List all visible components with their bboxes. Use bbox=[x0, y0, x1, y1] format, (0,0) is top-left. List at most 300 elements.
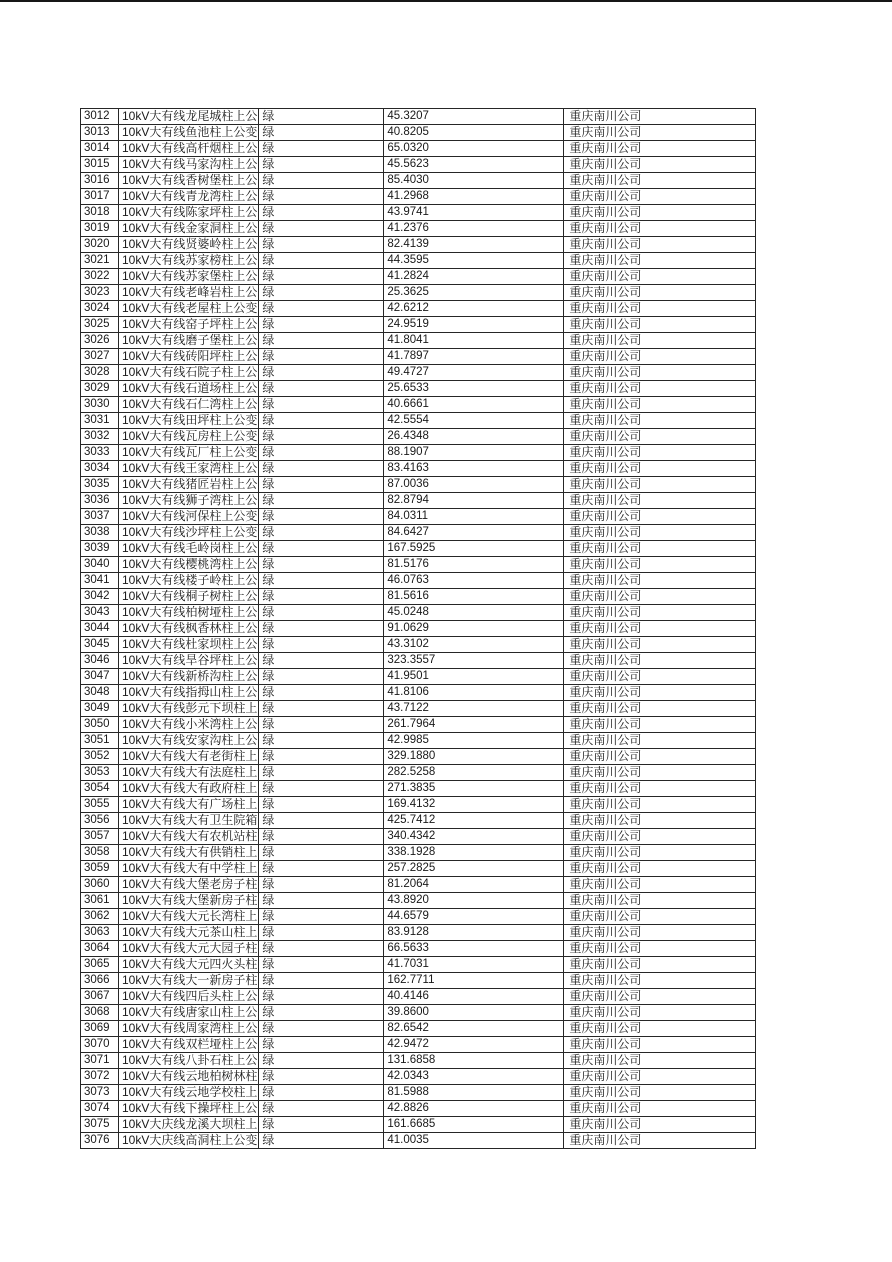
cell-status: 绿 bbox=[259, 861, 384, 877]
cell-company: 重庆南川公司 bbox=[564, 717, 756, 733]
cell-status: 绿 bbox=[259, 253, 384, 269]
table-row bbox=[81, 637, 756, 653]
cell-row-id: 3019 bbox=[81, 221, 119, 237]
cell-company: 重庆南川公司 bbox=[564, 237, 756, 253]
cell-row-id: 3050 bbox=[81, 717, 119, 733]
cell-value: 41.8106 bbox=[384, 685, 564, 701]
cell-company: 重庆南川公司 bbox=[564, 989, 756, 1005]
cell-company: 重庆南川公司 bbox=[564, 621, 756, 637]
cell-row-id: 3049 bbox=[81, 701, 119, 717]
cell-row-id: 3069 bbox=[81, 1021, 119, 1037]
page-top-edge-line bbox=[0, 0, 892, 2]
cell-company: 重庆南川公司 bbox=[564, 509, 756, 525]
cell-company: 重庆南川公司 bbox=[564, 381, 756, 397]
cell-company: 重庆南川公司 bbox=[564, 349, 756, 365]
cell-company: 重庆南川公司 bbox=[564, 445, 756, 461]
table-row bbox=[81, 461, 756, 477]
table-row bbox=[81, 909, 756, 925]
cell-company: 重庆南川公司 bbox=[564, 749, 756, 765]
cell-feeder-name: 10kV大有线大堡老房子柱 bbox=[119, 877, 259, 893]
cell-company: 重庆南川公司 bbox=[564, 669, 756, 685]
cell-feeder-name: 10kV大有线云地柏树林柱 bbox=[119, 1069, 259, 1085]
cell-feeder-name: 10kV大有线高杆烟柱上公 bbox=[119, 141, 259, 157]
cell-feeder-name: 10kV大有线大有政府柱上 bbox=[119, 781, 259, 797]
cell-status: 绿 bbox=[259, 285, 384, 301]
cell-feeder-name: 10kV大有线大元四火头柱 bbox=[119, 957, 259, 973]
cell-status: 绿 bbox=[259, 765, 384, 781]
cell-status: 绿 bbox=[259, 621, 384, 637]
cell-value: 44.3595 bbox=[384, 253, 564, 269]
cell-company: 重庆南川公司 bbox=[564, 1053, 756, 1069]
cell-status: 绿 bbox=[259, 1069, 384, 1085]
cell-status: 绿 bbox=[259, 445, 384, 461]
cell-status: 绿 bbox=[259, 557, 384, 573]
table-row bbox=[81, 733, 756, 749]
cell-company: 重庆南川公司 bbox=[564, 413, 756, 429]
cell-status: 绿 bbox=[259, 1021, 384, 1037]
cell-status: 绿 bbox=[259, 141, 384, 157]
cell-feeder-name: 10kV大有线王家湾柱上公 bbox=[119, 461, 259, 477]
cell-value: 45.3207 bbox=[384, 109, 564, 125]
cell-feeder-name: 10kV大有线毛岭岗柱上公 bbox=[119, 541, 259, 557]
cell-feeder-name: 10kV大有线大有老街柱上 bbox=[119, 749, 259, 765]
table-row bbox=[81, 541, 756, 557]
cell-row-id: 3072 bbox=[81, 1069, 119, 1085]
cell-value: 82.8794 bbox=[384, 493, 564, 509]
cell-company: 重庆南川公司 bbox=[564, 365, 756, 381]
cell-status: 绿 bbox=[259, 573, 384, 589]
cell-status: 绿 bbox=[259, 877, 384, 893]
cell-row-id: 3020 bbox=[81, 237, 119, 253]
cell-feeder-name: 10kV大有线云地学校柱上 bbox=[119, 1085, 259, 1101]
cell-status: 绿 bbox=[259, 717, 384, 733]
table-row bbox=[81, 205, 756, 221]
table-row bbox=[81, 845, 756, 861]
cell-company: 重庆南川公司 bbox=[564, 1037, 756, 1053]
cell-feeder-name: 10kV大有线大元茶山柱上 bbox=[119, 925, 259, 941]
cell-company: 重庆南川公司 bbox=[564, 397, 756, 413]
cell-status: 绿 bbox=[259, 413, 384, 429]
cell-value: 84.6427 bbox=[384, 525, 564, 541]
cell-feeder-name: 10kV大庆线龙溪大坝柱上 bbox=[119, 1117, 259, 1133]
cell-status: 绿 bbox=[259, 1133, 384, 1149]
cell-feeder-name: 10kV大有线猪匠岩柱上公 bbox=[119, 477, 259, 493]
cell-feeder-name: 10kV大有线樱桃湾柱上公 bbox=[119, 557, 259, 573]
cell-value: 81.5988 bbox=[384, 1085, 564, 1101]
cell-feeder-name: 10kV大有线唐家山柱上公 bbox=[119, 1005, 259, 1021]
table-row bbox=[81, 925, 756, 941]
power-line-data-table bbox=[80, 108, 756, 1149]
cell-feeder-name: 10kV大有线大一新房子柱 bbox=[119, 973, 259, 989]
cell-value: 45.5623 bbox=[384, 157, 564, 173]
table-row bbox=[81, 829, 756, 845]
cell-row-id: 3018 bbox=[81, 205, 119, 221]
cell-row-id: 3027 bbox=[81, 349, 119, 365]
cell-row-id: 3051 bbox=[81, 733, 119, 749]
cell-company: 重庆南川公司 bbox=[564, 477, 756, 493]
cell-status: 绿 bbox=[259, 685, 384, 701]
table-row bbox=[81, 349, 756, 365]
cell-row-id: 3070 bbox=[81, 1037, 119, 1053]
cell-row-id: 3059 bbox=[81, 861, 119, 877]
cell-row-id: 3060 bbox=[81, 877, 119, 893]
cell-status: 绿 bbox=[259, 461, 384, 477]
table-row bbox=[81, 317, 756, 333]
cell-company: 重庆南川公司 bbox=[564, 701, 756, 717]
cell-value: 82.6542 bbox=[384, 1021, 564, 1037]
cell-value: 25.3625 bbox=[384, 285, 564, 301]
cell-row-id: 3076 bbox=[81, 1133, 119, 1149]
cell-status: 绿 bbox=[259, 509, 384, 525]
cell-feeder-name: 10kV大有线青龙湾柱上公 bbox=[119, 189, 259, 205]
table-row bbox=[81, 1037, 756, 1053]
table-row bbox=[81, 285, 756, 301]
cell-status: 绿 bbox=[259, 493, 384, 509]
table-row bbox=[81, 813, 756, 829]
cell-row-id: 3022 bbox=[81, 269, 119, 285]
cell-feeder-name: 10kV大有线老屋柱上公变 bbox=[119, 301, 259, 317]
cell-value: 42.9985 bbox=[384, 733, 564, 749]
cell-company: 重庆南川公司 bbox=[564, 461, 756, 477]
cell-value: 81.5616 bbox=[384, 589, 564, 605]
cell-value: 42.5554 bbox=[384, 413, 564, 429]
cell-company: 重庆南川公司 bbox=[564, 781, 756, 797]
cell-status: 绿 bbox=[259, 349, 384, 365]
cell-row-id: 3032 bbox=[81, 429, 119, 445]
cell-feeder-name: 10kV大有线指拇山柱上公 bbox=[119, 685, 259, 701]
cell-status: 绿 bbox=[259, 781, 384, 797]
cell-value: 41.2824 bbox=[384, 269, 564, 285]
cell-feeder-name: 10kV大有线大堡新房子柱 bbox=[119, 893, 259, 909]
cell-feeder-name: 10kV大有线金家洞柱上公 bbox=[119, 221, 259, 237]
cell-feeder-name: 10kV大有线陈家坪柱上公 bbox=[119, 205, 259, 221]
table-row bbox=[81, 1101, 756, 1117]
cell-status: 绿 bbox=[259, 397, 384, 413]
cell-value: 261.7964 bbox=[384, 717, 564, 733]
table-row bbox=[81, 445, 756, 461]
table-row bbox=[81, 669, 756, 685]
cell-feeder-name: 10kV大有线双栏垭柱上公 bbox=[119, 1037, 259, 1053]
table-row bbox=[81, 589, 756, 605]
cell-status: 绿 bbox=[259, 749, 384, 765]
cell-feeder-name: 10kV大有线大有农机站柱 bbox=[119, 829, 259, 845]
cell-status: 绿 bbox=[259, 845, 384, 861]
cell-status: 绿 bbox=[259, 365, 384, 381]
cell-company: 重庆南川公司 bbox=[564, 653, 756, 669]
cell-row-id: 3017 bbox=[81, 189, 119, 205]
cell-feeder-name: 10kV大有线河保柱上公变 bbox=[119, 509, 259, 525]
cell-value: 43.8920 bbox=[384, 893, 564, 909]
table-row bbox=[81, 973, 756, 989]
cell-feeder-name: 10kV大有线新桥沟柱上公 bbox=[119, 669, 259, 685]
table-row bbox=[81, 301, 756, 317]
cell-company: 重庆南川公司 bbox=[564, 1021, 756, 1037]
cell-row-id: 3031 bbox=[81, 413, 119, 429]
cell-row-id: 3063 bbox=[81, 925, 119, 941]
cell-row-id: 3039 bbox=[81, 541, 119, 557]
cell-status: 绿 bbox=[259, 1037, 384, 1053]
cell-feeder-name: 10kV大有线周家湾柱上公 bbox=[119, 1021, 259, 1037]
table-row bbox=[81, 1117, 756, 1133]
cell-row-id: 3026 bbox=[81, 333, 119, 349]
cell-feeder-name: 10kV大有线柏树垭柱上公 bbox=[119, 605, 259, 621]
cell-company: 重庆南川公司 bbox=[564, 493, 756, 509]
cell-company: 重庆南川公司 bbox=[564, 173, 756, 189]
cell-value: 66.5633 bbox=[384, 941, 564, 957]
table-row bbox=[81, 893, 756, 909]
cell-feeder-name: 10kV大有线贤婆岭柱上公 bbox=[119, 237, 259, 253]
cell-company: 重庆南川公司 bbox=[564, 573, 756, 589]
cell-value: 45.0248 bbox=[384, 605, 564, 621]
cell-feeder-name: 10kV大有线大有卫生院箱 bbox=[119, 813, 259, 829]
cell-company: 重庆南川公司 bbox=[564, 877, 756, 893]
cell-row-id: 3023 bbox=[81, 285, 119, 301]
table-row bbox=[81, 957, 756, 973]
cell-value: 42.9472 bbox=[384, 1037, 564, 1053]
cell-status: 绿 bbox=[259, 269, 384, 285]
cell-company: 重庆南川公司 bbox=[564, 829, 756, 845]
cell-status: 绿 bbox=[259, 301, 384, 317]
cell-feeder-name: 10kV大有线大元大园子柱 bbox=[119, 941, 259, 957]
cell-company: 重庆南川公司 bbox=[564, 285, 756, 301]
table-row bbox=[81, 605, 756, 621]
cell-row-id: 3046 bbox=[81, 653, 119, 669]
table-row bbox=[81, 1069, 756, 1085]
cell-company: 重庆南川公司 bbox=[564, 189, 756, 205]
cell-status: 绿 bbox=[259, 429, 384, 445]
table-row bbox=[81, 141, 756, 157]
cell-status: 绿 bbox=[259, 909, 384, 925]
cell-row-id: 3074 bbox=[81, 1101, 119, 1117]
cell-company: 重庆南川公司 bbox=[564, 429, 756, 445]
cell-row-id: 3016 bbox=[81, 173, 119, 189]
cell-feeder-name: 10kV大有线安家沟柱上公 bbox=[119, 733, 259, 749]
cell-status: 绿 bbox=[259, 205, 384, 221]
cell-feeder-name: 10kV大有线磨子堡柱上公 bbox=[119, 333, 259, 349]
cell-company: 重庆南川公司 bbox=[564, 925, 756, 941]
cell-value: 131.6858 bbox=[384, 1053, 564, 1069]
cell-company: 重庆南川公司 bbox=[564, 1117, 756, 1133]
cell-company: 重庆南川公司 bbox=[564, 301, 756, 317]
cell-row-id: 3021 bbox=[81, 253, 119, 269]
cell-value: 43.9741 bbox=[384, 205, 564, 221]
table-row bbox=[81, 493, 756, 509]
cell-row-id: 3047 bbox=[81, 669, 119, 685]
cell-status: 绿 bbox=[259, 701, 384, 717]
cell-feeder-name: 10kV大有线马家沟柱上公 bbox=[119, 157, 259, 173]
cell-status: 绿 bbox=[259, 605, 384, 621]
table-row bbox=[81, 621, 756, 637]
cell-status: 绿 bbox=[259, 1053, 384, 1069]
cell-row-id: 3073 bbox=[81, 1085, 119, 1101]
cell-company: 重庆南川公司 bbox=[564, 909, 756, 925]
cell-row-id: 3041 bbox=[81, 573, 119, 589]
cell-status: 绿 bbox=[259, 589, 384, 605]
cell-status: 绿 bbox=[259, 541, 384, 557]
cell-status: 绿 bbox=[259, 829, 384, 845]
cell-feeder-name: 10kV大有线下操坪柱上公 bbox=[119, 1101, 259, 1117]
cell-row-id: 3048 bbox=[81, 685, 119, 701]
cell-feeder-name: 10kV大有线石仁湾柱上公 bbox=[119, 397, 259, 413]
cell-status: 绿 bbox=[259, 925, 384, 941]
cell-value: 271.3835 bbox=[384, 781, 564, 797]
cell-row-id: 3045 bbox=[81, 637, 119, 653]
cell-row-id: 3044 bbox=[81, 621, 119, 637]
cell-row-id: 3043 bbox=[81, 605, 119, 621]
cell-feeder-name: 10kV大有线八卦石柱上公 bbox=[119, 1053, 259, 1069]
table-row bbox=[81, 653, 756, 669]
cell-row-id: 3068 bbox=[81, 1005, 119, 1021]
table-row bbox=[81, 685, 756, 701]
cell-value: 425.7412 bbox=[384, 813, 564, 829]
table-row bbox=[81, 509, 756, 525]
cell-feeder-name: 10kV大有线苏家榜柱上公 bbox=[119, 253, 259, 269]
cell-row-id: 3014 bbox=[81, 141, 119, 157]
cell-row-id: 3033 bbox=[81, 445, 119, 461]
cell-feeder-name: 10kV大有线狮子湾柱上公 bbox=[119, 493, 259, 509]
cell-row-id: 3057 bbox=[81, 829, 119, 845]
cell-row-id: 3034 bbox=[81, 461, 119, 477]
cell-status: 绿 bbox=[259, 157, 384, 173]
table-row bbox=[81, 477, 756, 493]
cell-feeder-name: 10kV大有线龙尾城柱上公 bbox=[119, 109, 259, 125]
cell-value: 257.2825 bbox=[384, 861, 564, 877]
cell-status: 绿 bbox=[259, 221, 384, 237]
cell-value: 91.0629 bbox=[384, 621, 564, 637]
cell-feeder-name: 10kV大有线大元长湾柱上 bbox=[119, 909, 259, 925]
cell-company: 重庆南川公司 bbox=[564, 109, 756, 125]
cell-company: 重庆南川公司 bbox=[564, 221, 756, 237]
table-row bbox=[81, 189, 756, 205]
table-row bbox=[81, 333, 756, 349]
cell-company: 重庆南川公司 bbox=[564, 973, 756, 989]
cell-value: 85.4030 bbox=[384, 173, 564, 189]
cell-row-id: 3024 bbox=[81, 301, 119, 317]
cell-company: 重庆南川公司 bbox=[564, 845, 756, 861]
cell-feeder-name: 10kV大有线石院子柱上公 bbox=[119, 365, 259, 381]
cell-feeder-name: 10kV大有线窑子坪柱上公 bbox=[119, 317, 259, 333]
table-row bbox=[81, 253, 756, 269]
table-row bbox=[81, 1005, 756, 1021]
cell-status: 绿 bbox=[259, 989, 384, 1005]
cell-value: 41.2376 bbox=[384, 221, 564, 237]
cell-value: 82.4139 bbox=[384, 237, 564, 253]
cell-row-id: 3067 bbox=[81, 989, 119, 1005]
cell-value: 43.3102 bbox=[384, 637, 564, 653]
cell-value: 41.9501 bbox=[384, 669, 564, 685]
cell-feeder-name: 10kV大有线旱谷坪柱上公 bbox=[119, 653, 259, 669]
cell-status: 绿 bbox=[259, 813, 384, 829]
cell-row-id: 3053 bbox=[81, 765, 119, 781]
cell-row-id: 3052 bbox=[81, 749, 119, 765]
cell-row-id: 3029 bbox=[81, 381, 119, 397]
cell-row-id: 3037 bbox=[81, 509, 119, 525]
cell-company: 重庆南川公司 bbox=[564, 797, 756, 813]
cell-value: 40.8205 bbox=[384, 125, 564, 141]
cell-value: 338.1928 bbox=[384, 845, 564, 861]
power-line-table-body bbox=[81, 109, 756, 1149]
cell-status: 绿 bbox=[259, 173, 384, 189]
cell-value: 42.8826 bbox=[384, 1101, 564, 1117]
cell-value: 87.0036 bbox=[384, 477, 564, 493]
table-row bbox=[81, 989, 756, 1005]
cell-status: 绿 bbox=[259, 237, 384, 253]
cell-status: 绿 bbox=[259, 317, 384, 333]
cell-status: 绿 bbox=[259, 1117, 384, 1133]
cell-company: 重庆南川公司 bbox=[564, 317, 756, 333]
cell-row-id: 3064 bbox=[81, 941, 119, 957]
cell-status: 绿 bbox=[259, 125, 384, 141]
cell-value: 49.4727 bbox=[384, 365, 564, 381]
cell-company: 重庆南川公司 bbox=[564, 1101, 756, 1117]
cell-value: 24.9519 bbox=[384, 317, 564, 333]
cell-feeder-name: 10kV大有线大有中学柱上 bbox=[119, 861, 259, 877]
table-row bbox=[81, 365, 756, 381]
cell-status: 绿 bbox=[259, 669, 384, 685]
cell-company: 重庆南川公司 bbox=[564, 269, 756, 285]
cell-status: 绿 bbox=[259, 893, 384, 909]
table-row bbox=[81, 397, 756, 413]
cell-feeder-name: 10kV大有线楼子岭柱上公 bbox=[119, 573, 259, 589]
cell-value: 43.7122 bbox=[384, 701, 564, 717]
cell-company: 重庆南川公司 bbox=[564, 1133, 756, 1149]
cell-row-id: 3038 bbox=[81, 525, 119, 541]
cell-value: 39.8600 bbox=[384, 1005, 564, 1021]
cell-feeder-name: 10kV大有线石道场柱上公 bbox=[119, 381, 259, 397]
cell-company: 重庆南川公司 bbox=[564, 125, 756, 141]
cell-status: 绿 bbox=[259, 733, 384, 749]
cell-status: 绿 bbox=[259, 1005, 384, 1021]
table-row bbox=[81, 1085, 756, 1101]
table-row bbox=[81, 877, 756, 893]
cell-value: 340.4342 bbox=[384, 829, 564, 845]
cell-company: 重庆南川公司 bbox=[564, 1069, 756, 1085]
cell-row-id: 3040 bbox=[81, 557, 119, 573]
cell-value: 41.0035 bbox=[384, 1133, 564, 1149]
cell-row-id: 3058 bbox=[81, 845, 119, 861]
cell-feeder-name: 10kV大有线田坪柱上公变 bbox=[119, 413, 259, 429]
cell-company: 重庆南川公司 bbox=[564, 333, 756, 349]
cell-value: 162.7711 bbox=[384, 973, 564, 989]
cell-feeder-name: 10kV大有线枫香林柱上公 bbox=[119, 621, 259, 637]
cell-row-id: 3065 bbox=[81, 957, 119, 973]
cell-status: 绿 bbox=[259, 797, 384, 813]
cell-value: 65.0320 bbox=[384, 141, 564, 157]
cell-value: 46.0763 bbox=[384, 573, 564, 589]
cell-feeder-name: 10kV大有线老峰岩柱上公 bbox=[119, 285, 259, 301]
cell-value: 40.4146 bbox=[384, 989, 564, 1005]
cell-company: 重庆南川公司 bbox=[564, 941, 756, 957]
cell-row-id: 3030 bbox=[81, 397, 119, 413]
cell-status: 绿 bbox=[259, 1101, 384, 1117]
cell-value: 41.2968 bbox=[384, 189, 564, 205]
table-row bbox=[81, 525, 756, 541]
table-row bbox=[81, 109, 756, 125]
cell-value: 169.4132 bbox=[384, 797, 564, 813]
cell-value: 26.4348 bbox=[384, 429, 564, 445]
cell-row-id: 3062 bbox=[81, 909, 119, 925]
cell-value: 323.3557 bbox=[384, 653, 564, 669]
table-row bbox=[81, 941, 756, 957]
cell-value: 42.0343 bbox=[384, 1069, 564, 1085]
table-row bbox=[81, 221, 756, 237]
table-row bbox=[81, 797, 756, 813]
cell-company: 重庆南川公司 bbox=[564, 541, 756, 557]
cell-company: 重庆南川公司 bbox=[564, 525, 756, 541]
table-row bbox=[81, 717, 756, 733]
cell-status: 绿 bbox=[259, 109, 384, 125]
cell-feeder-name: 10kV大有线彭元下坝柱上 bbox=[119, 701, 259, 717]
